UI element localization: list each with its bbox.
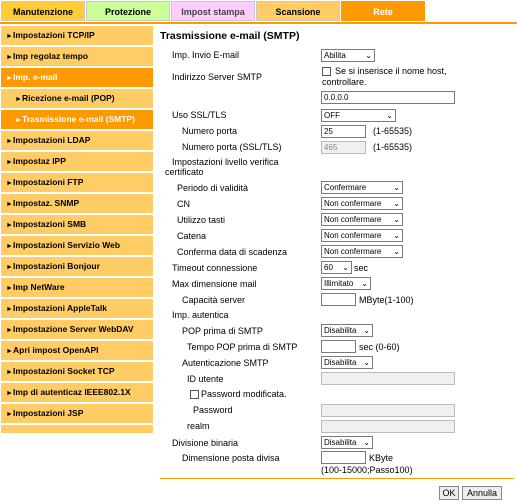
chevron-down-icon: ⌄ [363,358,370,367]
tab-protezione[interactable]: Protezione [86,1,170,21]
sidebar [1,26,153,433]
realm-input[interactable] [321,420,455,433]
arrow-icon: ► [6,180,13,187]
arrow-icon: ► [6,159,13,166]
pop-select[interactable] [321,324,373,337]
sidebar-item-snmp[interactable] [1,194,153,213]
divbin-select[interactable] [321,436,373,449]
tab-impost-stampa[interactable]: Impost stampa [171,1,255,21]
timeout-select[interactable] [321,261,352,274]
invio-select[interactable] [321,49,375,62]
tempo-pop-input[interactable] [321,340,356,353]
chevron-down-icon: ⌄ [361,279,368,288]
chevron-down-icon: ⌄ [363,438,370,447]
dimdiv-input[interactable] [321,451,366,464]
sidebar-item-pop[interactable] [1,89,153,108]
tempo-pop-unit: sec (0-60) [359,342,400,352]
timeout-unit: sec [354,263,369,273]
select-value: Disabilita [324,358,357,367]
tab-scansione[interactable]: Scansione [256,1,340,21]
sidebar-item-socket[interactable] [1,362,153,381]
password-changed-label: Password modificata. [201,389,287,399]
select-value: Non confermare [324,231,382,240]
sidebar-item-label: Imp. e-mail [13,72,58,82]
hostname-checkbox[interactable] [322,67,331,76]
chevron-down-icon: ⌄ [363,326,370,335]
porta-ssl-range: (1-65535) [373,142,413,152]
maxdim-select[interactable] [321,277,371,290]
divbin-label: Divisione binaria [172,438,239,448]
cert-label-2: certificato [165,167,204,177]
chevron-down-icon: ⌄ [393,183,400,192]
sidebar-item-bonjour[interactable] [1,257,153,276]
page-title: Trasmissione e-mail (SMTP) [160,30,300,42]
tab-manutenzione[interactable]: Manutenzione [1,1,85,21]
scadenza-select[interactable] [321,245,403,258]
password-label: Password [193,405,233,415]
arrow-icon: ► [6,390,13,397]
dimdiv-unit: KByte [369,453,394,463]
arrow-icon: ► [6,411,13,418]
auth-smtp-label: Autenticazione SMTP [182,358,269,368]
sidebar-item-netware[interactable] [1,278,153,297]
porta-ssl-input[interactable]: 465 [321,141,366,154]
timeout-label: Timeout connessione [172,263,258,273]
sidebar-item-tempo[interactable] [1,47,153,66]
password-input[interactable] [321,404,455,417]
porta-label: Numero porta [182,126,238,136]
form-divider [160,478,514,479]
sidebar-item-label: Impostazioni AppleTalk [13,303,107,313]
invio-label: Imp. Invio E-mail [172,50,240,60]
catena-label: Catena [177,231,207,241]
chevron-down-icon: ⌄ [393,231,400,240]
user-id-label: ID utente [187,374,224,384]
sidebar-item-label: Apri impost OpenAPI [13,345,99,355]
catena-select[interactable] [321,229,403,242]
sidebar-item-ftp[interactable] [1,173,153,192]
arrow-icon: ► [6,369,13,376]
cn-label: CN [177,199,190,209]
tab-rete[interactable]: Rete [341,1,425,21]
arrow-icon: ► [6,201,13,208]
cert-label: Impostazioni livello verifica [172,157,279,167]
select-value: Confermare [324,183,367,192]
dimdiv-range: (100-15000;Passo100) [321,465,413,475]
select-value: OFF [324,111,340,120]
porta-ssl-label: Numero porta (SSL/TLS) [182,142,282,152]
arrow-icon: ► [6,75,13,82]
cn-select[interactable] [321,197,403,210]
sidebar-item-appletalk[interactable] [1,299,153,318]
sidebar-item-label: Ricezione e-mail (POP) [22,93,115,103]
sidebar-item-label: Impostazioni LDAP [13,135,91,145]
hostname-note-2: controllare. [322,77,367,87]
auth-smtp-select[interactable] [321,356,373,369]
sidebar-item-smtp[interactable] [1,110,153,129]
arrow-icon: ► [6,138,13,145]
sidebar-item-label: Impostazioni TCP/IP [13,30,95,40]
capacita-input[interactable] [321,293,356,306]
select-value: Non confermare [324,199,382,208]
realm-label: realm [187,421,210,431]
maxdim-label: Max dimensione mail [172,279,257,289]
sidebar-item-label: Impostazioni Bonjour [13,261,100,271]
select-value: Disabilita [324,326,357,335]
arrow-icon: ► [15,117,22,124]
sidebar-item-label: Impostaz. SNMP [13,198,80,208]
chevron-down-icon: ⌄ [365,51,372,60]
arrow-icon: ► [6,33,13,40]
sidebar-item-label: Impostazioni Servizio Web [13,240,121,250]
tasti-label: Utilizzo tasti [177,215,226,225]
user-id-input[interactable] [321,372,455,385]
sidebar-item-label: Imp NetWare [13,282,65,292]
arrow-icon: ► [6,285,13,292]
hostname-note: Se si inserisce il nome host, [335,66,447,76]
arrow-icon: ► [6,222,13,229]
chevron-down-icon: ⌄ [393,199,400,208]
select-value: Disabilita [324,438,357,447]
arrow-icon: ► [15,96,22,103]
capacita-label: Capacità server [182,295,246,305]
sidebar-item-label: Impostazione Server WebDAV [13,324,134,334]
sidebar-item-ieee[interactable] [1,383,153,402]
sidebar-item-tcpip[interactable] [1,26,153,45]
cancel-button[interactable]: Annulla [462,486,502,500]
chevron-down-icon: ⌄ [342,263,349,272]
sidebar-item-label: Impostazioni JSP [13,408,84,418]
tab-underline [0,22,517,24]
ssl-label: Uso SSL/TLS [172,110,227,120]
porta-range: (1-65535) [373,126,413,136]
sidebar-item-ldap[interactable] [1,131,153,150]
sidebar-item-label: Impostaz IPP [13,156,66,166]
sidebar-item-label: Impostazioni Socket TCP [13,366,115,376]
chevron-down-icon: ⌄ [386,111,393,120]
dimdiv-label: Dimensione posta divisa [182,453,280,463]
ok-button[interactable]: OK [439,486,459,500]
validita-label: Periodo di validità [177,183,249,193]
sidebar-item-label: Impostazioni FTP [13,177,84,187]
sidebar-item-webservice[interactable] [1,236,153,255]
sidebar-item-label: Impostazioni SMB [13,219,87,229]
sidebar-item-openapi[interactable] [1,341,153,360]
arrow-icon: ► [6,306,13,313]
sidebar-item-label: Trasmissione e-mail (SMTP) [22,114,135,124]
capacita-unit: MByte(1-100) [359,295,414,305]
arrow-icon: ► [6,327,13,334]
select-value: 60 [324,263,333,272]
tempo-pop-label: Tempo POP prima di SMTP [187,342,298,352]
select-value: Abilita [324,51,346,60]
password-changed-checkbox[interactable] [190,390,199,399]
arrow-icon: ► [6,348,13,355]
sidebar-item-smb[interactable] [1,215,153,234]
pop-label: POP prima di SMTP [182,326,263,336]
sidebar-item-ipp[interactable] [1,152,153,171]
sidebar-footer [1,425,153,433]
tasti-select[interactable] [321,213,403,226]
select-value: Non confermare [324,247,382,256]
chevron-down-icon: ⌄ [393,215,400,224]
arrow-icon: ► [6,54,13,61]
chevron-down-icon: ⌄ [393,247,400,256]
validita-select[interactable] [321,181,403,194]
server-address-input[interactable]: 0.0.0.0 [321,91,455,104]
sidebar-item-label: Imp di autenticaz IEEE802.1X [13,387,131,397]
select-value: Illimitato [324,279,354,288]
sidebar-item-label: Imp regolaz tempo [13,51,89,61]
sidebar-item-email[interactable] [1,68,153,87]
arrow-icon: ► [6,264,13,271]
server-label: Indirizzo Server SMTP [172,72,263,82]
sidebar-item-jsp[interactable] [1,404,153,423]
scadenza-label: Conferma data di scadenza [177,247,288,257]
arrow-icon: ► [6,243,13,250]
porta-input[interactable]: 25 [321,125,366,138]
ssl-select[interactable] [321,109,396,122]
select-value: Non confermare [324,215,382,224]
autentica-label: Imp. autentica [172,310,229,320]
sidebar-item-webdav[interactable] [1,320,153,339]
top-tabs [0,0,517,22]
